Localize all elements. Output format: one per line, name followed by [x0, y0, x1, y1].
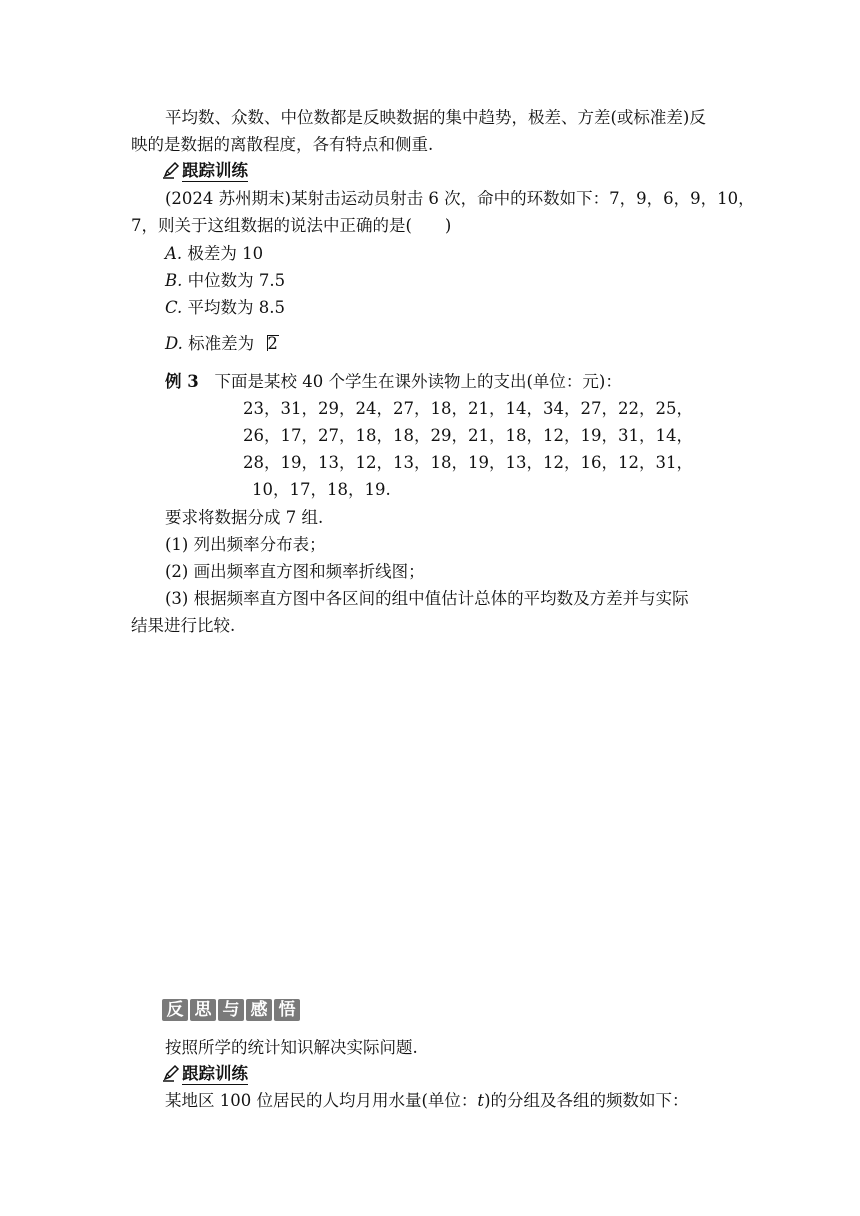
summary-line-1: 平均数、众数、中位数都是反映数据的集中趋势，极差、方差(或标准差)反 — [165, 108, 706, 127]
data-row-3: 28，19，13，12，13，18，19，13，12，16，12，31， — [243, 453, 693, 472]
option-c — [165, 297, 285, 319]
task-2: (2) 画出频率直方图和频率折线图； — [165, 562, 425, 581]
example3-intro: 下面是某校 40 个学生在课外读物上的支出(单位：元)： — [214, 372, 622, 391]
task-3: (3) 根据频率直方图中各区间的组中值估计总体的平均数及方差并与实际 — [165, 589, 689, 608]
option-c-letter: C. — [165, 298, 183, 317]
pencil-icon — [162, 1064, 180, 1082]
banner-char-1: 反 — [162, 999, 188, 1021]
sqrt-symbol — [259, 333, 278, 355]
task-3-continued: 结果进行比较. — [131, 616, 236, 635]
data-row-4: 10，17，18，19. — [252, 480, 391, 499]
banner-char-5: 悟 — [274, 999, 300, 1021]
task-1: (1) 列出频率分布表； — [165, 535, 326, 554]
reflection-banner — [162, 999, 300, 1021]
practice-heading-1-label: 跟踪训练 — [182, 161, 248, 180]
example3-intro-line — [165, 371, 622, 393]
practice2-unit: t — [477, 1091, 485, 1110]
example3-label: 例 3 — [165, 372, 199, 391]
option-b — [165, 270, 285, 292]
banner-char-3: 与 — [218, 999, 244, 1021]
banner-char-4: 感 — [246, 999, 272, 1021]
example3-requirement: 要求将数据分成 7 组. — [165, 508, 324, 527]
banner-char-2: 思 — [190, 999, 216, 1021]
practice-heading-2 — [162, 1063, 248, 1085]
option-b-text: 中位数为 7.5 — [187, 271, 286, 290]
data-row-2: 26，17，27，18，18，29，21，18，12，19，31，14， — [243, 426, 693, 445]
practice1-question-line-1: (2024 苏州期末)某射击运动员射击 6 次，命中的环数如下：7，9，6，9，10， — [165, 189, 755, 208]
option-a-text: 极差为 10 — [187, 244, 264, 263]
option-b-letter: B. — [165, 271, 183, 290]
practice-heading-2-label: 跟踪训练 — [182, 1064, 248, 1083]
option-d-text: 标准差为 — [188, 334, 260, 353]
option-d — [165, 333, 278, 355]
data-row-1: 23，31，29，24，27，18，21，14，34，27，22，25， — [243, 399, 693, 418]
option-d-letter: D. — [165, 334, 183, 353]
pencil-icon — [162, 161, 180, 179]
reflection-text: 按照所学的统计知识解决实际问题. — [165, 1038, 418, 1057]
summary-line-2: 映的是数据的离散程度，各有特点和侧重. — [131, 135, 434, 154]
practice1-question-line-2: 7，则关于这组数据的说法中正确的是( ) — [131, 216, 452, 235]
practice2-text-after: )的分组及各组的频数如下： — [484, 1091, 689, 1110]
practice-heading-1 — [162, 160, 248, 182]
option-a — [165, 243, 263, 265]
practice2-text-before: 某地区 100 位居民的人均月用水量(单位： — [165, 1091, 478, 1110]
practice2-text — [165, 1090, 689, 1112]
option-c-text: 平均数为 8.5 — [187, 298, 286, 317]
option-d-radicand: 2 — [267, 334, 278, 353]
option-a-letter: A. — [165, 244, 183, 263]
